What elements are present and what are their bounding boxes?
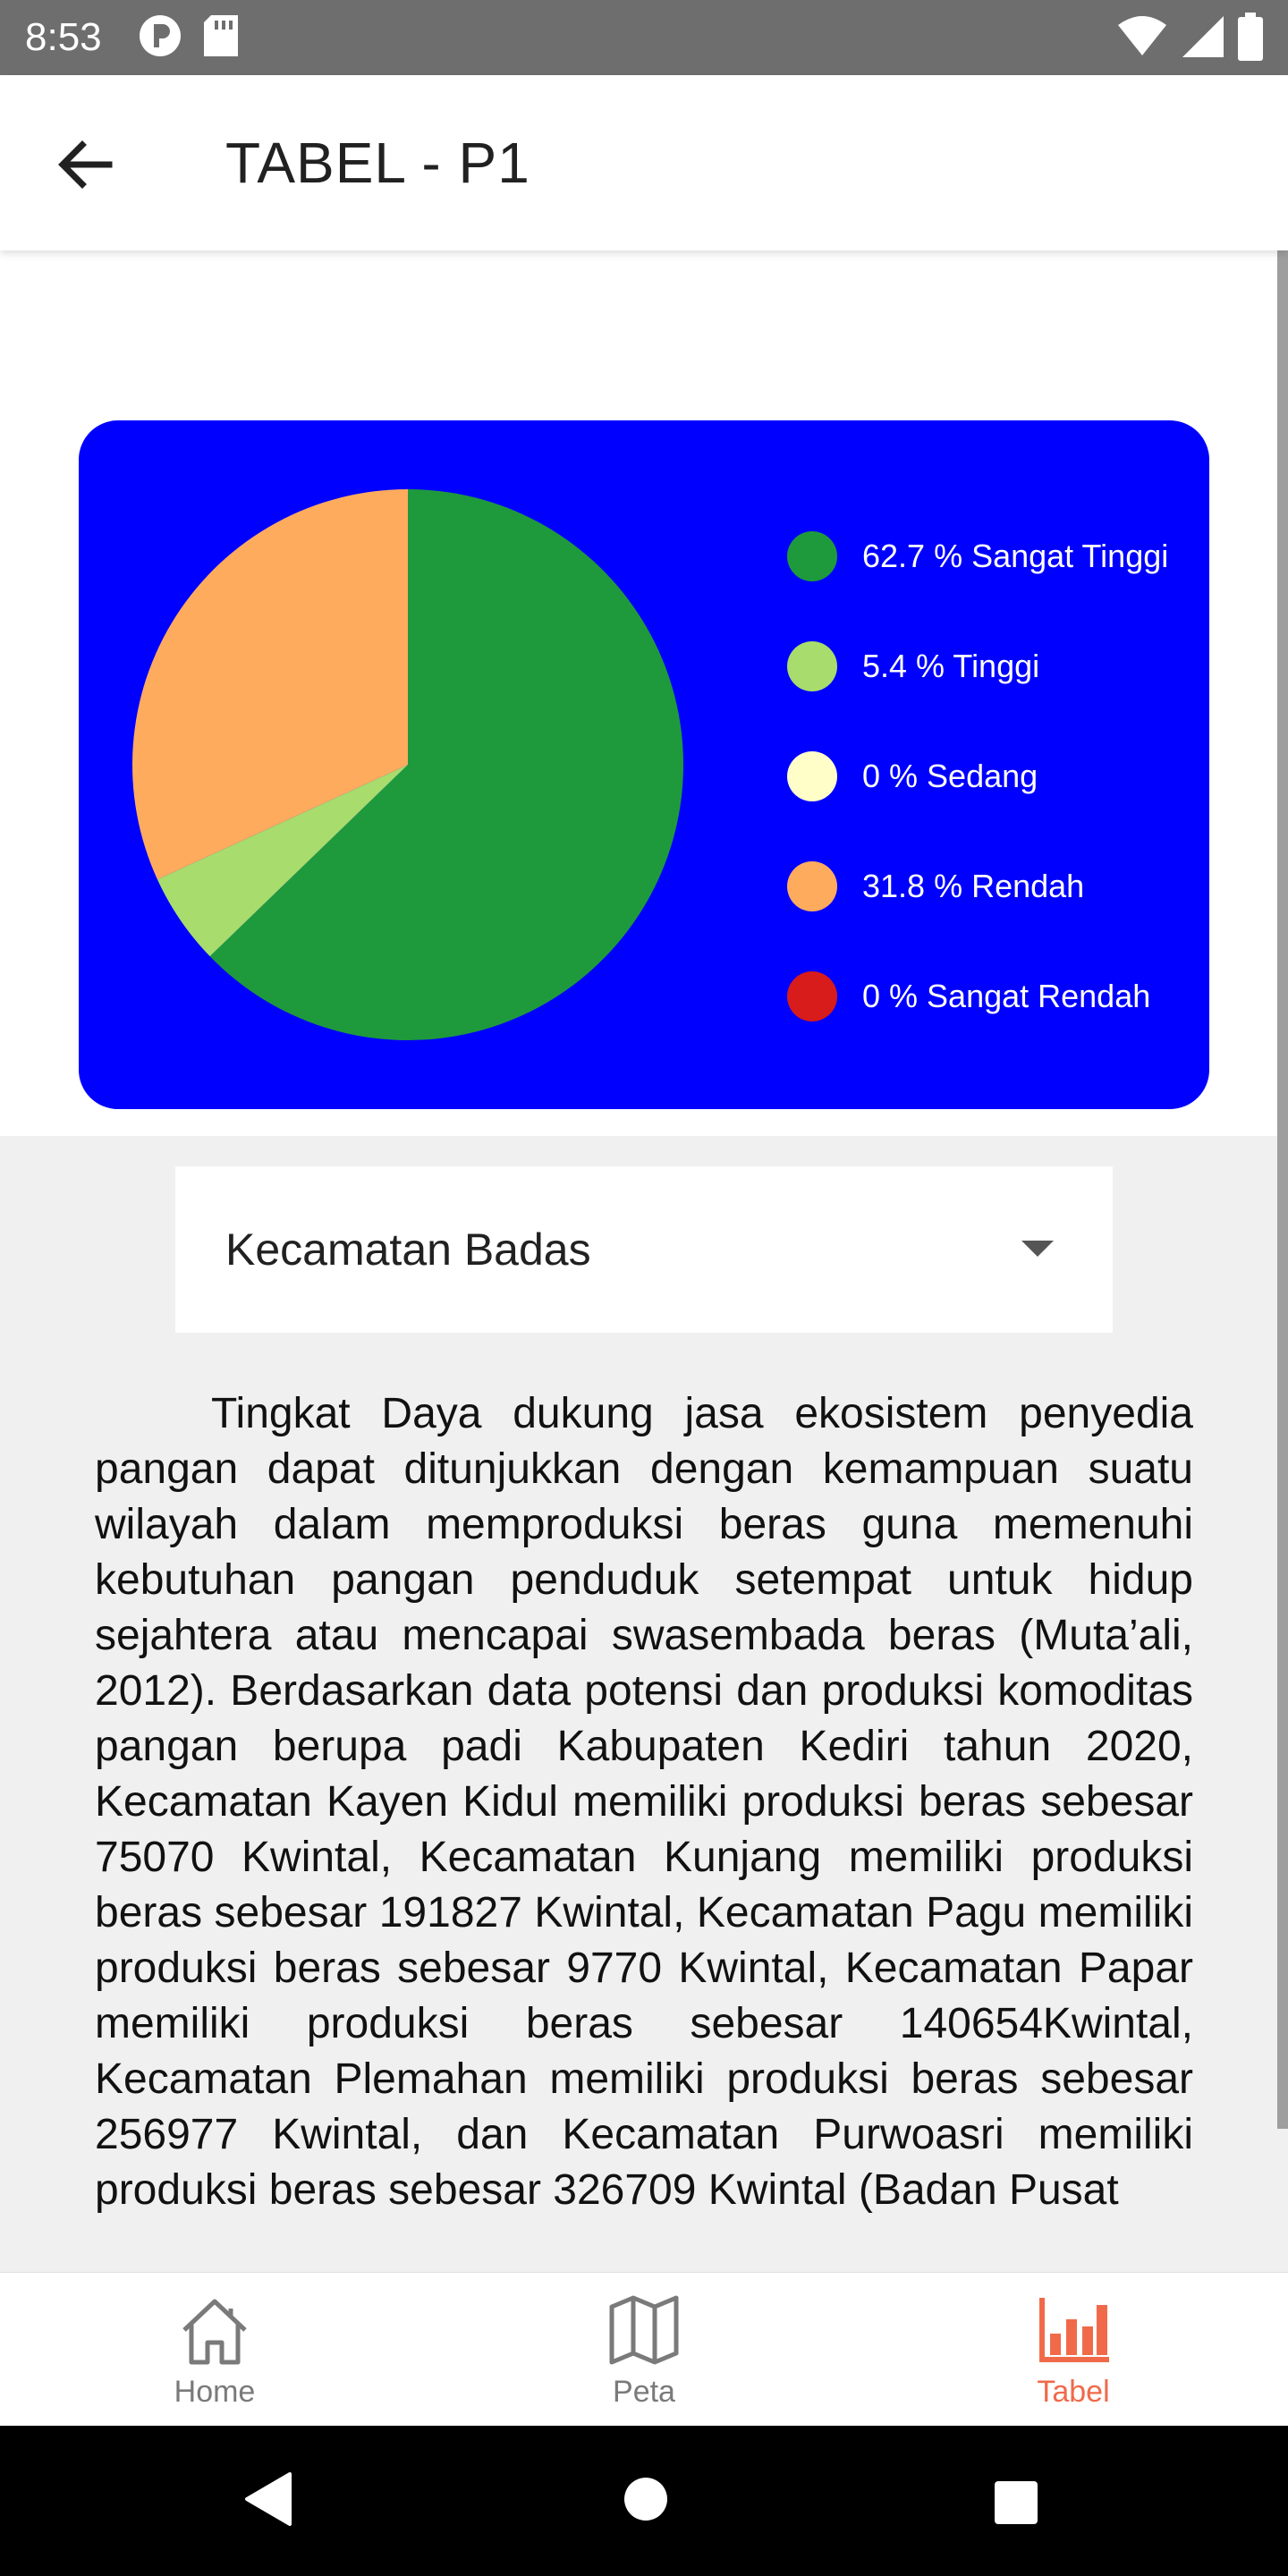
kecamatan-dropdown[interactable] bbox=[175, 1166, 1113, 1333]
scrollbar[interactable] bbox=[1277, 250, 1288, 2129]
chart-section bbox=[0, 250, 1288, 1136]
legend-label: 5.4 % Tinggi bbox=[862, 647, 1040, 684]
legend-item bbox=[787, 941, 1168, 1051]
signal-icon bbox=[1181, 14, 1225, 64]
system-back-button[interactable] bbox=[243, 2470, 293, 2532]
page-title: TABEL - P1 bbox=[225, 131, 530, 195]
legend-item bbox=[787, 501, 1168, 611]
pie-chart-card bbox=[79, 420, 1209, 1109]
nav-label-home: Home bbox=[174, 2375, 256, 2409]
back-triangle-icon bbox=[243, 2470, 293, 2528]
wifi-icon bbox=[1116, 14, 1168, 64]
map-icon bbox=[606, 2292, 682, 2368]
status-icons bbox=[1116, 13, 1263, 65]
nav-label-peta: Peta bbox=[613, 2375, 675, 2409]
legend-item bbox=[787, 721, 1168, 831]
home-circle-icon bbox=[623, 2476, 669, 2522]
legend-swatch bbox=[787, 531, 837, 581]
dropdown-arrow-icon bbox=[1021, 1241, 1054, 1257]
legend-label: 62.7 % Sangat Tinggi bbox=[862, 537, 1169, 574]
legend-label: 0 % Sedang bbox=[862, 757, 1038, 794]
status-bar bbox=[0, 0, 1288, 75]
dropdown-selected-value: Kecamatan Badas bbox=[225, 1224, 591, 1275]
chart-legend bbox=[787, 501, 1168, 1051]
arrow-back-icon bbox=[50, 129, 122, 200]
notification-app-icon bbox=[138, 13, 182, 63]
system-navigation-bar bbox=[0, 2426, 1288, 2576]
sd-card-icon bbox=[202, 13, 240, 63]
nav-item-home[interactable] bbox=[0, 2273, 429, 2427]
legend-swatch bbox=[787, 971, 837, 1021]
nav-label-tabel: Tabel bbox=[1037, 2375, 1110, 2409]
recents-square-icon bbox=[993, 2479, 1039, 2526]
legend-label: 31.8 % Rendah bbox=[862, 867, 1085, 904]
description-text: Tingkat Daya dukung jasa ekosistem penyedia pangan dapat ditunjukkan dengan kemampuan suatu wilayah dalam memproduksi beras guna memenuhi kebutuhan pangan penduduk setempat untuk hidup sejahtera atau mencapai swasembada beras (Muta’ali, 2012). Berdasarkan data potensi dan produksi komoditas pangan berupa padi Kabupaten Kediri tahun 2020, Kecamatan Kayen Kidul memiliki produksi beras sebesar 75070 Kwintal, Kecamatan Kunjang memiliki produksi beras sebesar 191827 Kwintal, Kecamatan Pagu memiliki produksi beras sebesar 9770 Kwintal, Kecamatan Papar memiliki produksi beras sebesar 140654Kwintal, Kecamatan Plemahan memiliki produksi beras sebesar 256977 Kwintal, dan Kecamatan Purwoasri memiliki produksi beras sebesar 326709 Kwintal (Badan Pusat bbox=[95, 1390, 1193, 2214]
content-area[interactable] bbox=[0, 250, 1288, 2272]
home-icon bbox=[177, 2292, 252, 2368]
bar-chart-icon bbox=[1036, 2292, 1111, 2368]
app-bar bbox=[0, 75, 1288, 250]
legend-label: 0 % Sangat Rendah bbox=[862, 977, 1151, 1014]
pie-chart bbox=[79, 420, 705, 1109]
legend-swatch bbox=[787, 641, 837, 691]
legend-item bbox=[787, 831, 1168, 941]
bottom-navigation bbox=[0, 2272, 1288, 2427]
system-home-button[interactable] bbox=[623, 2476, 669, 2527]
battery-icon bbox=[1238, 13, 1263, 65]
nav-item-tabel[interactable] bbox=[859, 2273, 1288, 2427]
back-button[interactable] bbox=[50, 129, 122, 200]
system-recents-button[interactable] bbox=[993, 2479, 1039, 2530]
status-time: 8:53 bbox=[25, 15, 102, 59]
legend-swatch bbox=[787, 861, 837, 911]
nav-item-peta[interactable] bbox=[429, 2273, 859, 2427]
legend-swatch bbox=[787, 751, 837, 801]
legend-item bbox=[787, 611, 1168, 721]
